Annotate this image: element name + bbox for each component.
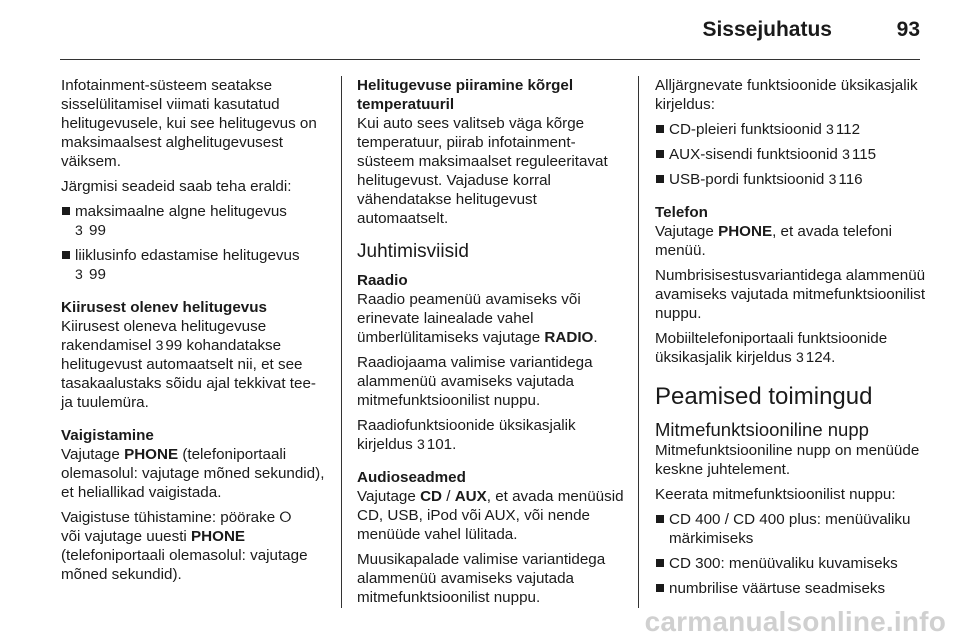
column-divider (638, 76, 639, 608)
key-label: PHONE (124, 446, 179, 463)
column-divider (341, 76, 342, 608)
page-reference-arrow-icon: 3 (416, 436, 425, 452)
bullet-icon (656, 125, 664, 133)
section-title: Juhtimisviisid (357, 241, 469, 262)
bullet-icon (656, 515, 664, 523)
paragraph: Vajutage PHONE, et avada telefoni menüü. (655, 223, 892, 259)
page-reference[interactable]: 116 (838, 171, 863, 188)
paragraph: Kui auto sees valitseb väga kõrge temperatuur, piirab infotainment-süsteem maksimaalset reguleeritavat helitugevust. Vajaduse korral vähendatakse helitugevust automaatselt. (357, 115, 608, 227)
page-reference-arrow-icon: 3 (155, 337, 164, 353)
paragraph: Alljärgnevate funktsioonide üksikasjalik kirjeldus: (655, 77, 918, 113)
bullet-icon (656, 559, 664, 567)
key-label: RADIO (544, 329, 594, 346)
list-item: CD 300: menüüvaliku kuvamiseks (655, 554, 927, 573)
paragraph: Raadio peamenüü avamiseks või erinevate lainealade vahel ümberlülitamiseks vajutage RADIO. (357, 291, 598, 346)
chapter-title: Peamised toimingud (655, 383, 873, 410)
paragraph: Järgmisi seadeid saab teha eraldi: (61, 178, 292, 195)
page-reference[interactable]: 124 (805, 349, 832, 366)
page-reference[interactable]: 115 (851, 146, 877, 163)
list-item: CD-pleieri funktsioonid 3 112 (655, 120, 927, 139)
list-item: USB-pordi funktsioonid 3 116 (655, 170, 927, 189)
page-reference[interactable]: 112 (835, 121, 861, 138)
section-heading: Helitugevuse piiramine kõrgel temperatuuril (357, 77, 574, 113)
paragraph: Keerata mitmefunktsioonilist nuppu: (655, 486, 896, 503)
column-2 (357, 76, 629, 613)
function-list (655, 120, 927, 189)
watermark: carmanualsonline.info (644, 606, 946, 637)
key-label: AUX (454, 488, 487, 505)
rotary-knob-icon: ⭘ (279, 509, 292, 526)
bullet-icon (62, 251, 70, 259)
paragraph: Raadiofunktsioonide üksikasjalik kirjeldus 3 101. (357, 417, 576, 453)
subsection-title: Mitmefunktsiooniline nupp (655, 419, 869, 440)
paragraph: Mobiiltelefoniportaali funktsioonide üksikasjalik kirjeldus 3 124. (655, 330, 888, 366)
knob-list (655, 510, 927, 598)
page-reference[interactable]: 99 (165, 337, 183, 354)
bullet-icon (656, 584, 664, 592)
section-heading: Vaigistamine (61, 427, 154, 444)
key-label: CD (420, 488, 443, 505)
paragraph: Muusikapalade valimise variantidega alammenüü avamiseks vajutada mitmefunktsioonilist nuppu. (357, 551, 606, 606)
page-number: 93 (896, 18, 920, 41)
section-heading: Telefon (655, 204, 708, 221)
settings-list (61, 202, 331, 284)
paragraph: Vaigistuse tühistamine: pöörake ⭘ või vajutage uuesti PHONE (telefoniportaali olemasolul: vajutage mõned sekundid). (61, 509, 308, 583)
page-reference-arrow-icon: 3 (828, 171, 837, 187)
page-reference[interactable]: 101 (426, 436, 453, 453)
section-heading: Kiirusest olenev helitugevus (61, 299, 267, 316)
page-reference-arrow-icon: 3 (795, 349, 804, 365)
paragraph: Raadiojaama valimise variantidega alammenüü avamiseks vajutada mitmefunktsioonilist nuppu. (357, 354, 593, 409)
bullet-icon (62, 207, 70, 215)
bullet-icon (656, 175, 664, 183)
list-item: numbrilise väärtuse seadmiseks (655, 579, 927, 598)
column-1 (61, 76, 331, 590)
list-item: AUX-sisendi funktsioonid 3 115 (655, 145, 927, 164)
page-reference[interactable]: 99 (89, 222, 106, 239)
section-heading: Raadio (357, 272, 408, 289)
list-item: CD 400 / CD 400 plus: menüüvaliku märkimiseks (655, 510, 927, 548)
page-reference-arrow-icon: 3 (75, 222, 83, 238)
list-item: liiklusinfo edastamise helitugevus 3 99 (61, 246, 331, 284)
key-label: PHONE (191, 528, 246, 545)
page-header-title: Sissejuhatus (702, 18, 832, 41)
bullet-icon (656, 150, 664, 158)
paragraph: Vajutage PHONE (telefoniportaali olemasolul: vajutage mõned sekundid), et heliallikad vaigistada. (61, 446, 325, 501)
header-rule (60, 59, 920, 60)
page-reference[interactable]: 99 (89, 266, 106, 283)
paragraph: Infotainment-süsteem seatakse sisselülitamisel viimati kasutatud helitugevusele, kui see helitugevus on maksimaalsest alghelitugevusest väiksem. (61, 77, 317, 170)
page-reference-arrow-icon: 3 (75, 266, 83, 282)
page-reference-arrow-icon: 3 (826, 121, 834, 137)
column-3 (655, 76, 927, 604)
paragraph: Vajutage CD / AUX, et avada menüüsid CD, USB, iPod või AUX, või nende menüüde vahel lülitada. (357, 488, 624, 543)
section-heading: Audioseadmed (357, 469, 466, 486)
paragraph: Mitmefunktsiooniline nupp on menüüde keskne juhtelement. (655, 442, 920, 478)
paragraph: Numbrisisestusvariantidega alammenüü avamiseks vajutada mitmefunktsioonilist nuppu. (655, 267, 926, 322)
paragraph: Kiirusest oleneva helitugevuse rakendamisel 3 99 kohandatakse helitugevust automaatselt nii, et see tasakaalustaks sõidu ajal tekkivat tee- ja tuulemüra. (61, 318, 316, 411)
list-item: maksimaalne algne helitugevus 3 99 (61, 202, 331, 240)
page-reference-arrow-icon: 3 (842, 146, 850, 162)
key-label: PHONE (718, 223, 773, 240)
